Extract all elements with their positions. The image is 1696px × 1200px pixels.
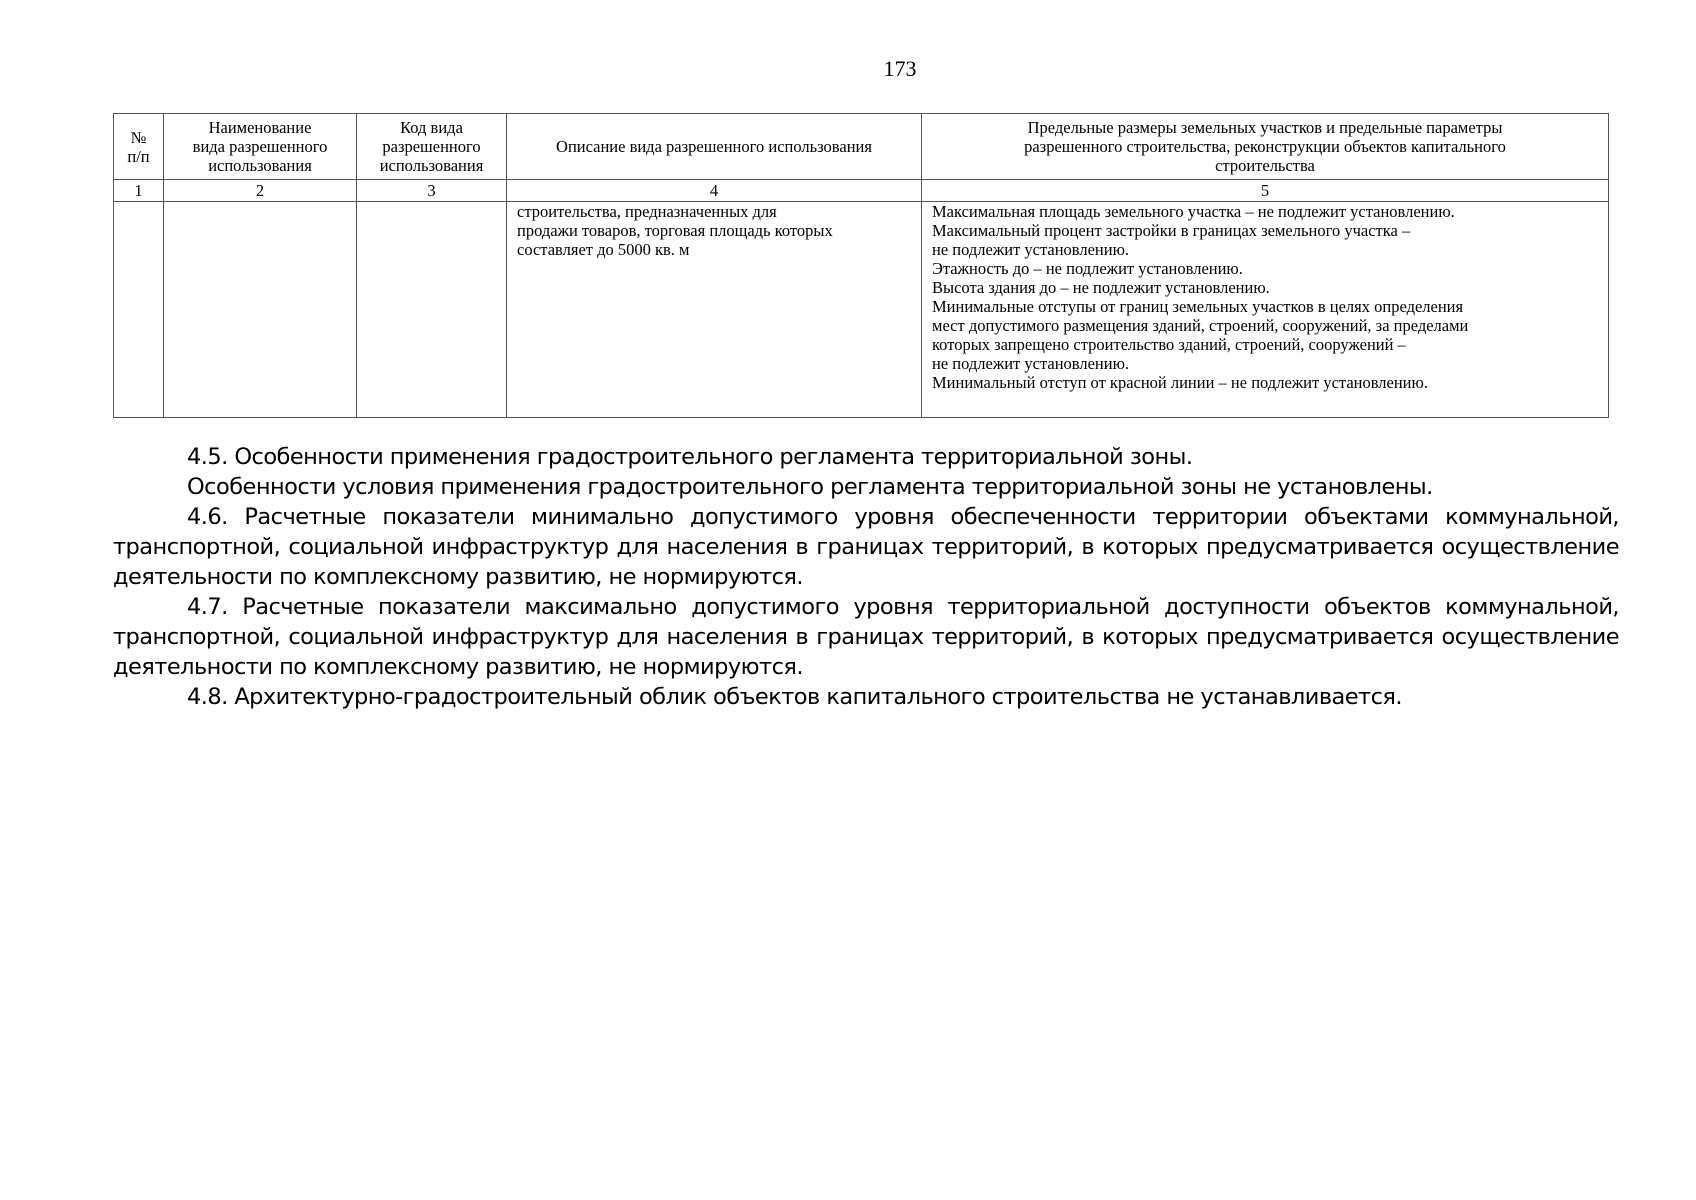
cell-number — [114, 202, 164, 418]
paragraph-4-6: 4.6. Расчетные показатели минимально допустимого уровня обеспеченности территории объектами коммунальной, транспортной, социальной инфраструктур для населения в границах территорий, в которых предусматривается осуществление деятельности по комплексному развитию, не нормируются. — [113, 504, 1619, 590]
cell-limits: Максимальная площадь земельного участка – не подлежит установлению. Максимальный процент застройки в границах земельного участка – не подлежит установлению. Этажность до – не подлежит установлению. Высота здания до – не подлежит установлению. Минимальные отступы от границ земельных участков в целях определения мест допустимого размещения зданий, строений, сооружений, за пределами которых запрещено строительство зданий, строений, сооружений – не подлежит установлению. Минимальный отступ от красной линии – не подлежит установлению. — [922, 202, 1609, 418]
header-number: № п/п — [114, 114, 164, 180]
column-number: 2 — [164, 180, 357, 202]
column-number: 3 — [357, 180, 507, 202]
table-header-row — [114, 114, 1609, 180]
column-number: 4 — [507, 180, 922, 202]
cell-usage-name — [164, 202, 357, 418]
table-row — [114, 202, 1609, 418]
paragraph-4-5-details: Особенности условия применения градостроительного регламента территориальной зоны не установлены. — [187, 474, 1433, 500]
column-number-row — [114, 180, 1609, 202]
header-usage-name: Наименование вида разрешенного использования — [164, 114, 357, 180]
header-usage-code: Код вида разрешенного использования — [357, 114, 507, 180]
column-number: 5 — [922, 180, 1609, 202]
header-limits: Предельные размеры земельных участков и предельные параметры разрешенного строительства, реконструкции объектов капитального строительства — [922, 114, 1609, 180]
cell-usage-code — [357, 202, 507, 418]
body-text — [113, 442, 1619, 712]
header-usage-description: Описание вида разрешенного использования — [507, 114, 922, 180]
paragraph-4-5: 4.5. Особенности применения градостроительного регламента территориальной зоны. — [187, 444, 1193, 470]
paragraph-4-7: 4.7. Расчетные показатели максимально допустимого уровня территориальной доступности объектов коммунальной, транспортной, социальной инфраструктур для населения в границах территорий, в которых предусматривается осуществление деятельности по комплексному развитию, не нормируются. — [113, 594, 1619, 680]
paragraph-4-8: 4.8. Архитектурно-градостроительный облик объектов капитального строительства не устанавливается. — [187, 684, 1403, 710]
cell-usage-description: строительства, предназначенных для продажи товаров, торговая площадь которых составляет до 5000 кв. м — [507, 202, 922, 418]
page-number: 173 — [883, 56, 917, 81]
regulation-table — [113, 113, 1609, 418]
column-number: 1 — [114, 180, 164, 202]
